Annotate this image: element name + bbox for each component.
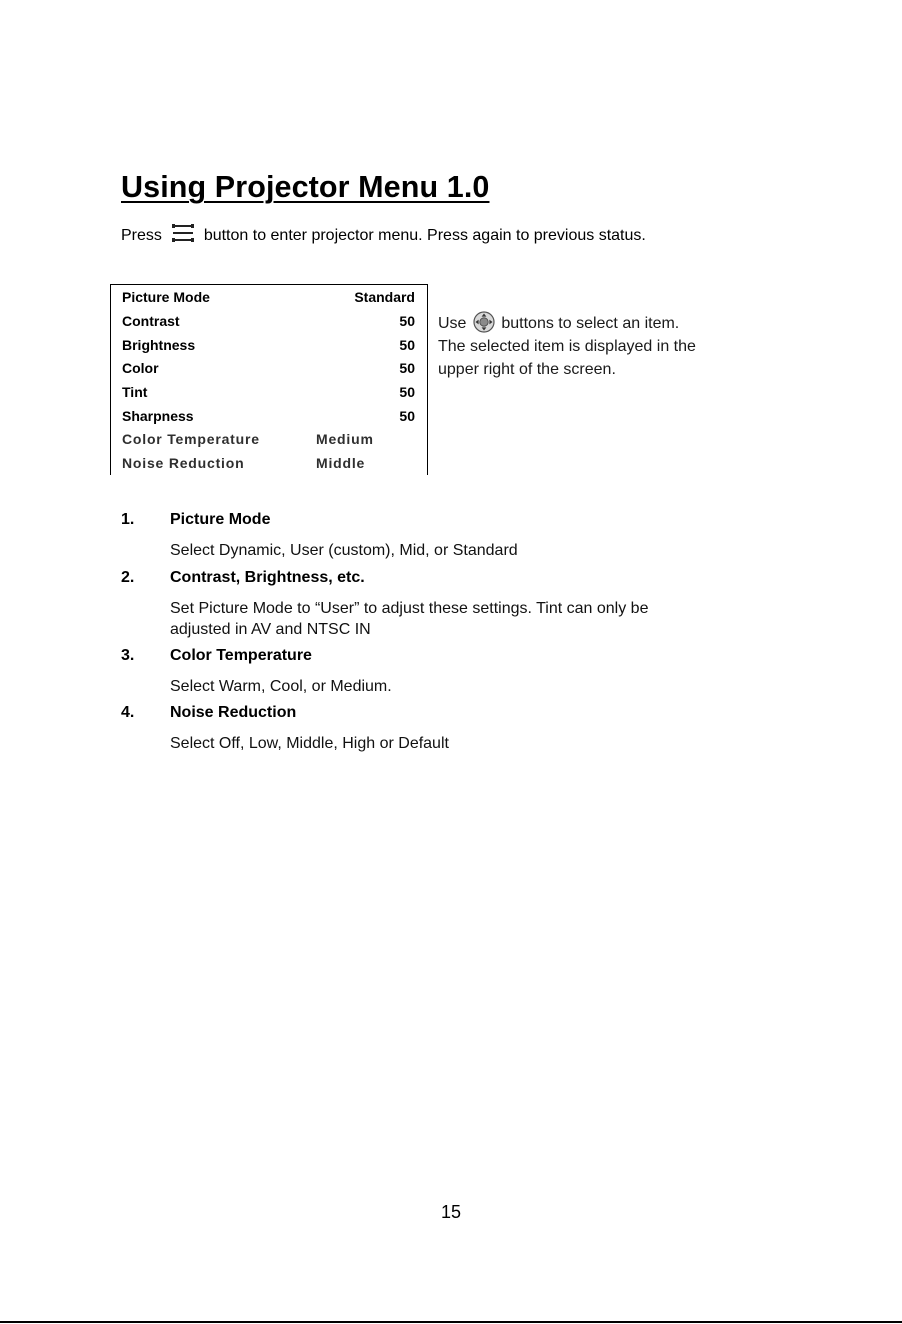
menu-row-value: 50 [399,408,415,424]
list-body-line: Select Warm, Cool, or Medium. [170,678,392,695]
menu-row-color-temperature[interactable] [122,431,415,451]
menu-row-label: Brightness [122,337,196,353]
list-body-line: adjusted in AV and NTSC IN [170,621,371,638]
list-heading: Noise Reduction [170,704,297,721]
menu-button-icon [169,224,197,244]
menu-row-picture-mode[interactable] [122,289,415,309]
page-number: 15 [440,1202,462,1222]
list-body [170,540,518,561]
menu-row-value: 50 [399,384,415,400]
side-note-text-before: Use [438,315,467,332]
menu-row-label: Color Temperature [122,431,260,447]
side-note-line-1 [438,312,696,335]
intro-paragraph [121,226,646,246]
list-number: 1. [121,511,135,528]
menu-row-sharpness[interactable] [122,408,415,428]
side-note-text-after: buttons to select an item. [501,315,680,332]
list-heading: Contrast, Brightness, etc. [170,569,365,586]
menu-row-label: Sharpness [122,408,194,424]
menu-row-tint[interactable] [122,384,415,404]
menu-row-value: 50 [399,360,415,376]
menu-row-noise-reduction[interactable] [122,455,415,475]
menu-row-brightness[interactable] [122,337,415,357]
list-body [170,733,449,754]
bottom-divider [0,1321,902,1323]
menu-row-color[interactable] [122,360,415,380]
navigation-pad-icon [473,311,495,333]
list-body-line: Select Dynamic, User (custom), Mid, or Standard [170,542,518,559]
list-number: 4. [121,704,135,721]
list-body [170,676,392,697]
projector-menu-panel [110,284,428,475]
menu-row-contrast[interactable] [122,313,415,333]
menu-row-label: Contrast [122,313,180,329]
menu-row-value: 50 [399,313,415,329]
side-note-line-2: The selected item is displayed in the [438,338,696,355]
side-note-line-3: upper right of the screen. [438,361,616,378]
menu-row-label: Picture Mode [122,289,210,305]
menu-row-value: 50 [399,337,415,353]
menu-row-label: Noise Reduction [122,455,245,471]
list-number: 3. [121,647,135,664]
page-title: Using Projector Menu 1.0 [121,170,490,205]
menu-row-value: Standard [354,289,415,305]
intro-text-before: Press [121,227,162,244]
list-heading: Picture Mode [170,511,271,528]
list-body-line: Set Picture Mode to “User” to adjust these settings. Tint can only be [170,600,649,617]
menu-row-value: Middle [316,455,366,471]
side-note [438,312,696,381]
menu-row-label: Color [122,360,159,376]
menu-row-value: Medium [316,431,374,447]
menu-row-label: Tint [122,384,148,400]
intro-text-after: button to enter projector menu. Press again to previous status. [203,227,646,244]
list-number: 2. [121,569,135,586]
list-heading: Color Temperature [170,647,312,664]
list-body-line: Select Off, Low, Middle, High or Default [170,735,449,752]
list-body [170,598,648,640]
